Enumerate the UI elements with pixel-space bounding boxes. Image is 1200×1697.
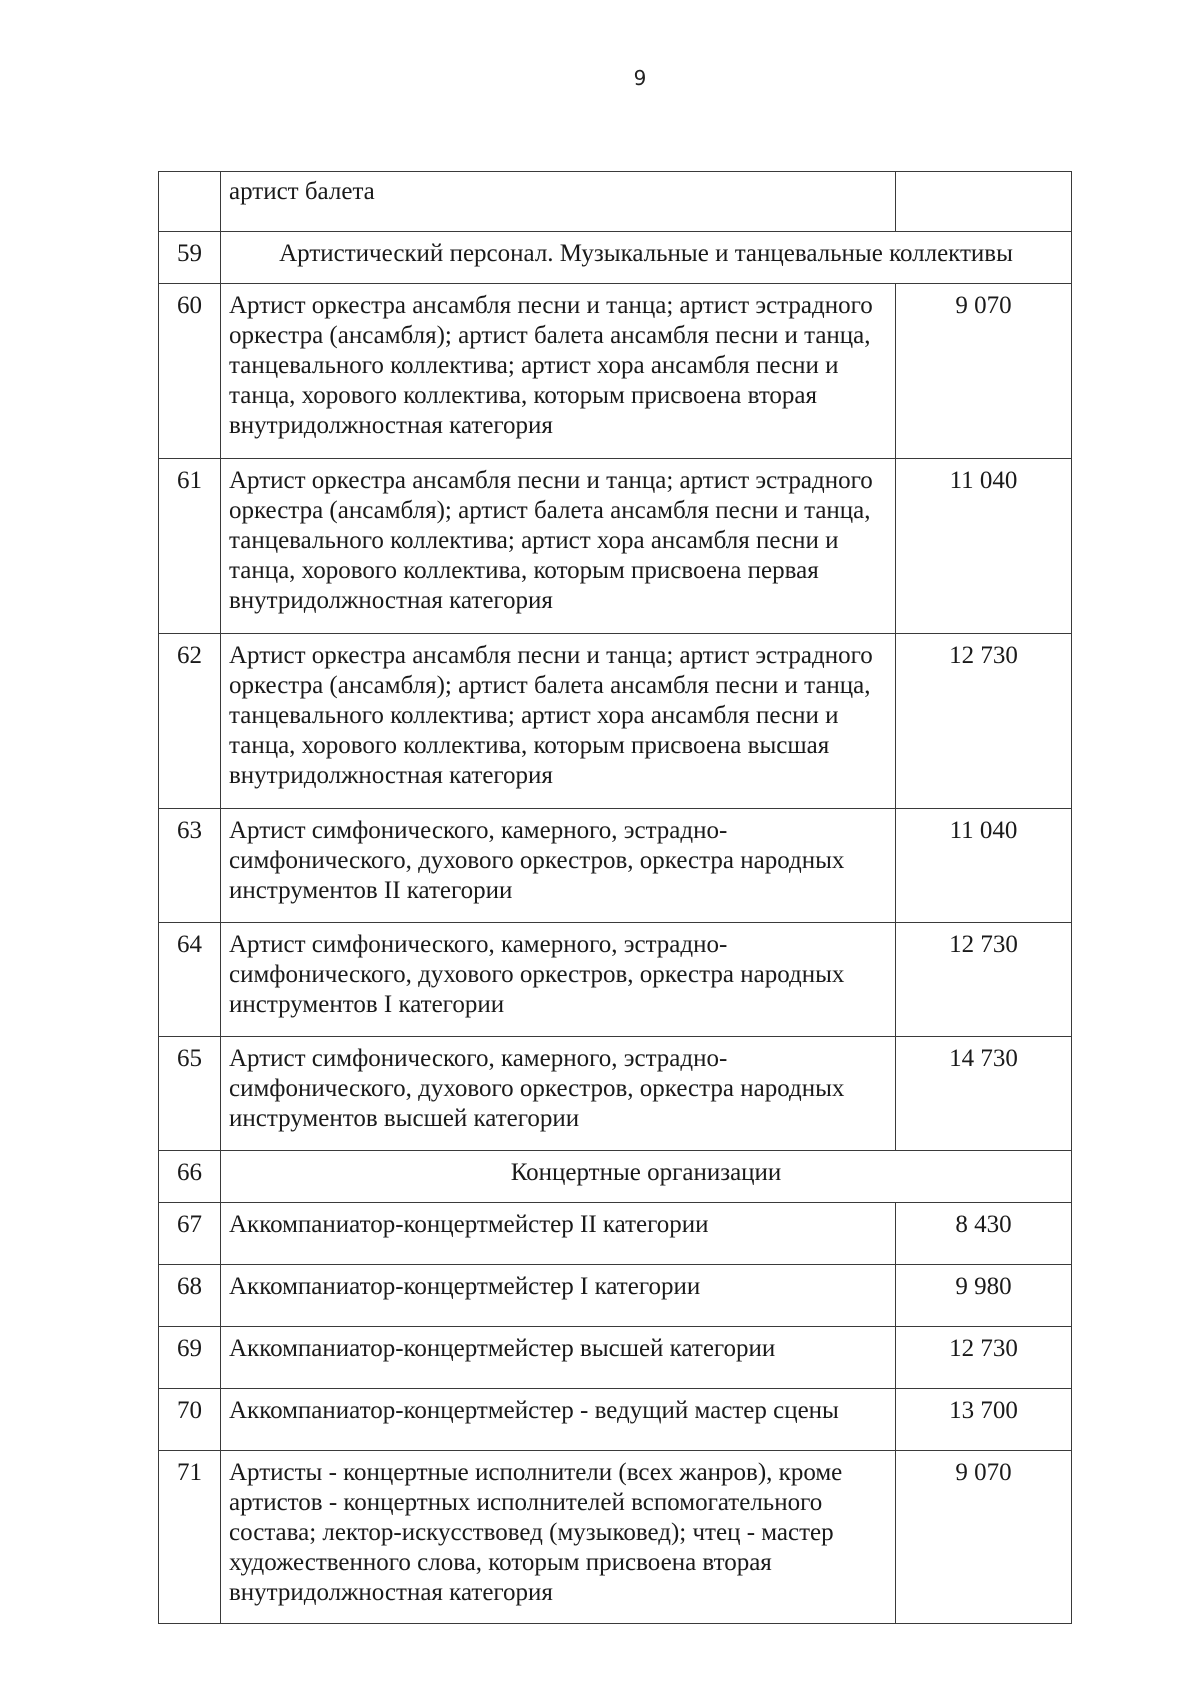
position-title: Артист оркестра ансамбля песни и танца; артист эстрадного оркестра (ансамбля); артист балета ансамбля песни и танца, танцевального коллектива; артист хора ансамбля песни и танца, хорового коллектива, которым присвоена вторая внутридолжностная категория (221, 284, 896, 459)
table-row (159, 1389, 1072, 1451)
row-number: 63 (159, 809, 221, 923)
position-title: Артист оркестра ансамбля песни и танца; артист эстрадного оркестра (ансамбля); артист балета ансамбля песни и танца, танцевального коллектива; артист хора ансамбля песни и танца, хорового коллектива, которым присвоена первая внутридолжностная категория (221, 459, 896, 634)
position-title: Аккомпаниатор-концертмейстер II категории (221, 1203, 896, 1265)
row-number: 68 (159, 1265, 221, 1327)
salary-amount: 9 980 (896, 1265, 1072, 1327)
row-number: 69 (159, 1327, 221, 1389)
table-row (159, 172, 1072, 232)
position-title: Артист симфонического, камерного, эстрадно-симфонического, духового оркестров, оркестра народных инструментов I категории (221, 923, 896, 1037)
table-row (159, 923, 1072, 1037)
salary-amount: 11 040 (896, 809, 1072, 923)
salary-amount: 11 040 (896, 459, 1072, 634)
salary-amount: 14 730 (896, 1037, 1072, 1151)
position-title: артист балета (221, 172, 896, 232)
position-title: Артисты - концертные исполнители (всех жанров), кроме артистов - концертных исполнителей вспомогательного состава; лектор-искусствовед (музыковед); чтец - мастер художественного слова, которым присвоена вторая внутридолжностная категория (221, 1451, 896, 1624)
row-number: 65 (159, 1037, 221, 1151)
table-row (159, 634, 1072, 809)
row-number: 60 (159, 284, 221, 459)
salary-amount: 13 700 (896, 1389, 1072, 1451)
salary-amount: 8 430 (896, 1203, 1072, 1265)
position-title: Аккомпаниатор-концертмейстер I категории (221, 1265, 896, 1327)
row-number (159, 172, 221, 232)
section-title: Артистический персонал. Музыкальные и танцевальные коллективы (221, 232, 1072, 284)
position-title: Аккомпаниатор-концертмейстер высшей категории (221, 1327, 896, 1389)
row-number: 66 (159, 1151, 221, 1203)
salary-table (158, 171, 1072, 1624)
salary-amount: 12 730 (896, 1327, 1072, 1389)
salary-amount: 12 730 (896, 634, 1072, 809)
salary-amount (896, 172, 1072, 232)
position-title: Артист оркестра ансамбля песни и танца; артист эстрадного оркестра (ансамбля); артист балета ансамбля песни и танца, танцевального коллектива; артист хора ансамбля песни и танца, хорового коллектива, которым присвоена высшая внутридолжностная категория (221, 634, 896, 809)
salary-amount: 12 730 (896, 923, 1072, 1037)
position-title: Аккомпаниатор-концертмейстер - ведущий мастер сцены (221, 1389, 896, 1451)
section-title: Концертные организации (221, 1151, 1072, 1203)
table-row (159, 809, 1072, 923)
salary-amount: 9 070 (896, 1451, 1072, 1624)
row-number: 64 (159, 923, 221, 1037)
table-row (159, 459, 1072, 634)
row-number: 67 (159, 1203, 221, 1265)
section-row (159, 1151, 1072, 1203)
page-number: 9 (633, 66, 647, 90)
position-title: Артист симфонического, камерного, эстрадно-симфонического, духового оркестров, оркестра народных инструментов II категории (221, 809, 896, 923)
table-row (159, 1203, 1072, 1265)
table-row (159, 1037, 1072, 1151)
row-number: 70 (159, 1389, 221, 1451)
row-number: 62 (159, 634, 221, 809)
table-row (159, 1451, 1072, 1624)
row-number: 59 (159, 232, 221, 284)
section-row (159, 232, 1072, 284)
row-number: 61 (159, 459, 221, 634)
table-row (159, 1327, 1072, 1389)
table-row (159, 284, 1072, 459)
salary-amount: 9 070 (896, 284, 1072, 459)
position-title: Артист симфонического, камерного, эстрадно-симфонического, духового оркестров, оркестра народных инструментов высшей категории (221, 1037, 896, 1151)
row-number: 71 (159, 1451, 221, 1624)
table-row (159, 1265, 1072, 1327)
